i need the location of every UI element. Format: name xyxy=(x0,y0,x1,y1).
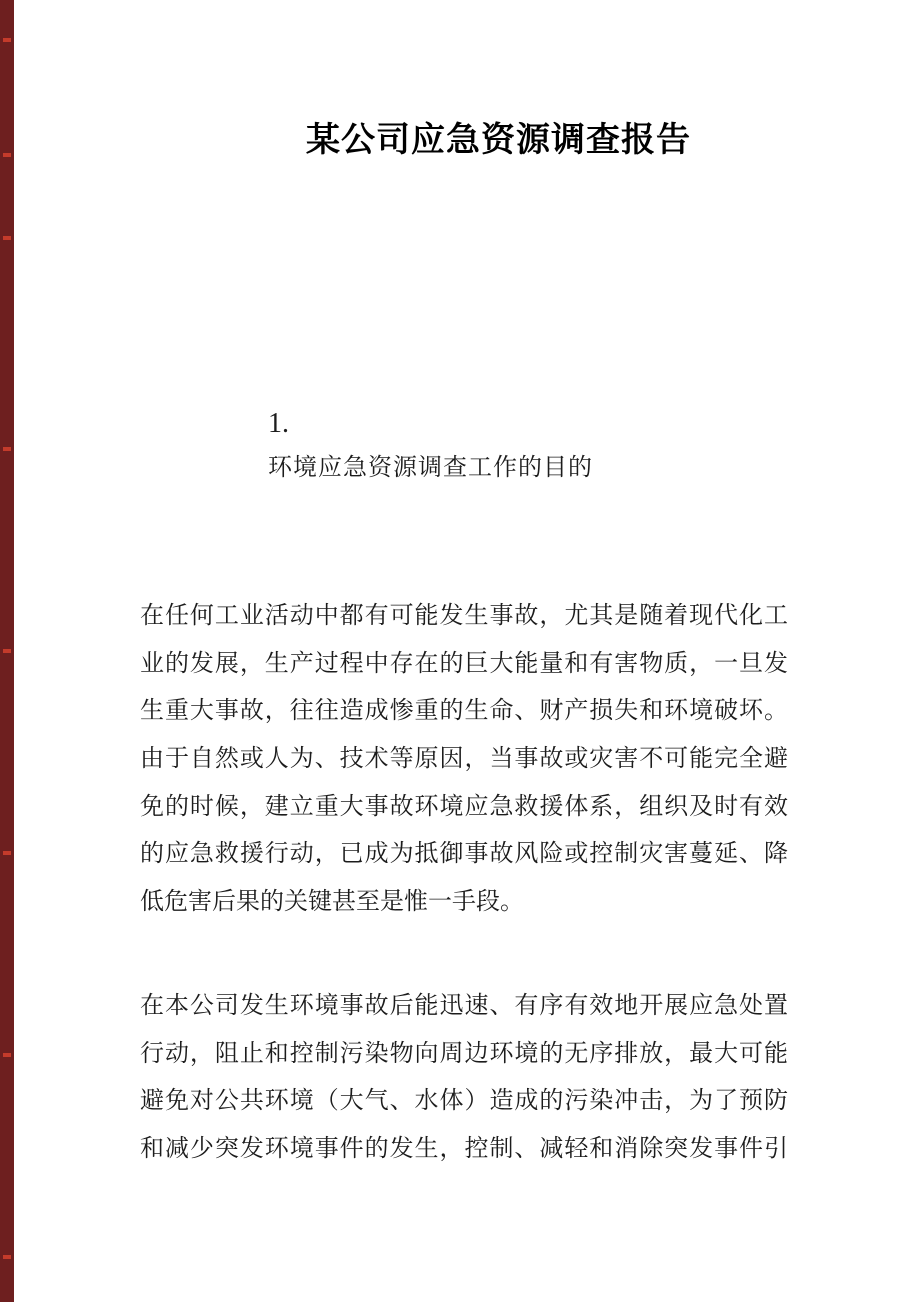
paragraph-line: 低危害后果的关键甚至是惟一手段。 xyxy=(140,889,524,916)
paragraph-line: 生重大事故，往往造成惨重的生命、财产损失和环境破坏。 xyxy=(140,698,788,725)
paragraph-line: 行动，阻止和控制污染物向周边环境的无序排放，最大可能 xyxy=(140,1040,788,1067)
paragraph-1 xyxy=(140,593,788,927)
stripe-tick xyxy=(3,649,11,653)
paragraph-line: 在任何工业活动中都有可能发生事故，尤其是随着现代化工 xyxy=(140,603,788,629)
paragraph-line: 的应急救援行动，已成为抵御事故风险或控制灾害蔓延、降 xyxy=(140,841,788,868)
document-title: 某公司应急资源调查报告 xyxy=(306,122,691,159)
stripe-tick xyxy=(3,153,11,157)
stripe-tick xyxy=(3,447,11,451)
paragraph-line: 避免对公共环境（大气、水体）造成的污染冲击，为了预防 xyxy=(140,1088,788,1115)
paragraph-line: 业的发展，生产过程中存在的巨大能量和有害物质，一旦发 xyxy=(140,650,788,677)
paragraph-line: 在本公司发生环境事故后能迅速、有序有效地开展应急处置 xyxy=(140,993,788,1019)
section-number: 1. xyxy=(268,408,289,439)
paragraph-2 xyxy=(140,983,788,1174)
stripe-tick xyxy=(3,236,11,240)
section-heading: 环境应急资源调查工作的目的 xyxy=(268,455,593,481)
paragraph-line: 和减少突发环境事件的发生，控制、减轻和消除突发事件引 xyxy=(140,1136,788,1163)
stripe-tick xyxy=(3,38,11,42)
paragraph-line: 免的时候，建立重大事故环境应急救援体系，组织及时有效 xyxy=(140,793,788,820)
paragraph-line: 由于自然或人为、技术等原因，当事故或灾害不可能完全避 xyxy=(140,746,788,773)
stripe-tick xyxy=(3,1255,11,1259)
left-accent-stripe xyxy=(0,0,14,1302)
stripe-tick xyxy=(3,1053,11,1057)
stripe-tick xyxy=(3,851,11,855)
